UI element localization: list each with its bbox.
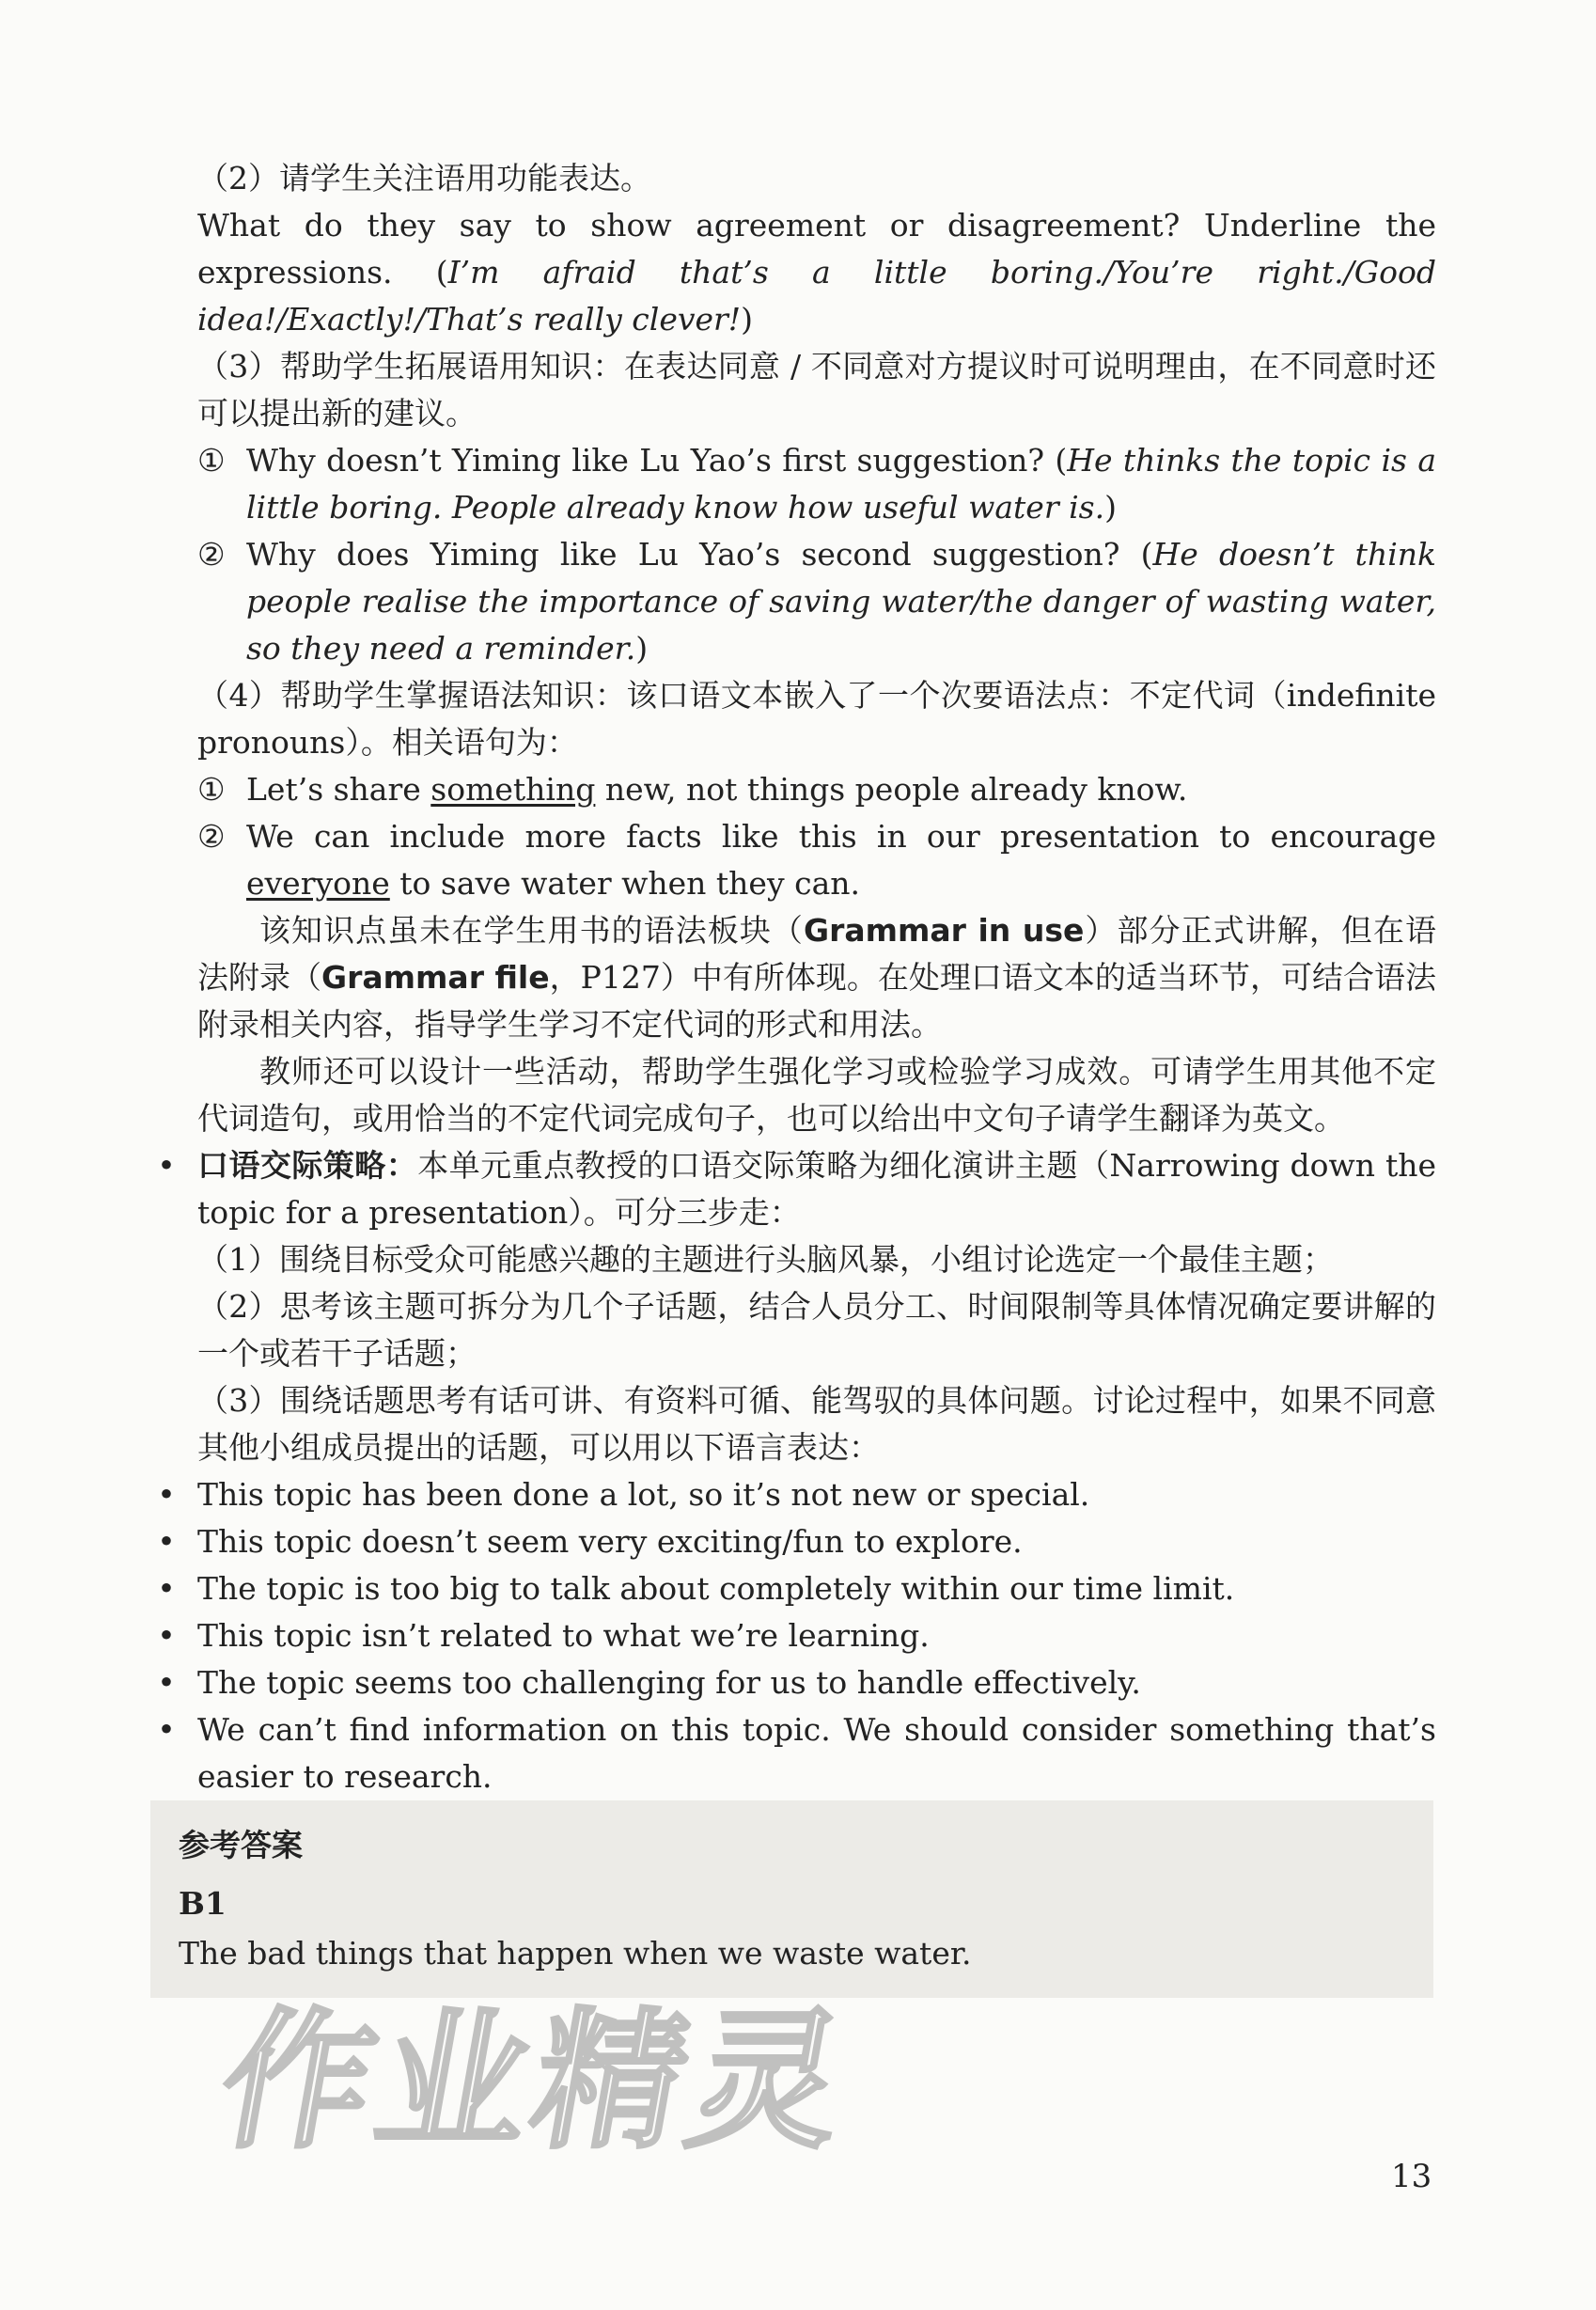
strategy-label: 口语交际策略： [197, 1147, 418, 1184]
strategy-step-1: （1）围绕目标受众可能感兴趣的主题进行头脑风暴，小组讨论选定一个最佳主题； [197, 1241, 1334, 1278]
item-question: Why does Yiming like Lu Yao’s second suggestion? ( [246, 536, 1153, 573]
expression-item [157, 1518, 1436, 1565]
section4-item-2 [197, 813, 1436, 907]
expression-text: This topic has been done a lot, so it’s not new or special. [197, 1476, 1090, 1513]
para-text: ）部分正式讲解，但在语法附录（ [197, 912, 1437, 996]
item-answer: He doesn’t think people realise the importance of saving water/the danger of wasting water, so they need a reminder. [246, 536, 1436, 667]
page-number: 13 [1391, 2158, 1432, 2195]
underlined-pronoun: something [430, 771, 596, 808]
expression-item [157, 1565, 1436, 1612]
section4-item-1 [197, 766, 1436, 813]
question-text: What do they say to show agreement or disagreement? Underline the expressions. ( [197, 207, 1436, 291]
bullet-dot: • [157, 1617, 176, 1654]
close-paren: ) [741, 301, 753, 338]
grammar-file: Grammar file [321, 959, 550, 996]
answer-title: 参考答案 [179, 1827, 303, 1863]
close-paren: ) [1104, 489, 1117, 526]
activity-paragraph: 教师还可以设计一些活动，帮助学生强化学习或检验学习成效。可请学生用其他不定代词造句，或用恰当的不定代词完成句子，也可以给出中文句子请学生翻译为英文。 [197, 1053, 1436, 1137]
expression-item [157, 1612, 1436, 1659]
item-marker: ① [197, 771, 226, 808]
expression-text: The topic is too big to talk about completely within our time limit. [197, 1570, 1235, 1607]
sentence-post: new, not things people already know. [595, 771, 1188, 808]
sentence-pre: We can include more facts like this in our presentation to encourage [246, 818, 1436, 855]
grammar-in-use: Grammar in use [804, 912, 1085, 949]
sentence-post: to save water when they can. [389, 865, 860, 902]
expression-item [157, 1659, 1436, 1706]
expression-text: The topic seems too challenging for us to handle effectively. [197, 1664, 1141, 1701]
bullet-dot: • [157, 1664, 176, 1701]
section3-item-2 [197, 531, 1436, 672]
item-body [246, 766, 1436, 813]
expression-text: This topic doesn’t seem very exciting/fun to explore. [197, 1523, 1023, 1560]
section2-question [197, 202, 1436, 343]
bullet-dot: • [157, 1711, 176, 1748]
answer-text: The bad things that happen when we waste water. [179, 1935, 972, 1972]
para-text: 该知识点虽未在学生用书的语法板块（ [259, 912, 804, 949]
grammar-note-paragraph [197, 907, 1436, 1048]
item-marker: ① [197, 442, 226, 479]
content [157, 155, 1437, 1800]
bullet-dot: • [157, 1476, 176, 1513]
watermark: 作业精灵 [208, 1993, 864, 2169]
item-body [246, 437, 1436, 531]
item-body [246, 531, 1436, 672]
item-question: Why doesn’t Yiming like Lu Yao’s first suggestion? ( [246, 442, 1068, 479]
expression-text: This topic isn’t related to what we’re learning. [197, 1617, 930, 1654]
strategy-body [197, 1142, 1436, 1236]
strategy-bullet [157, 1142, 1437, 1236]
underlined-pronoun: everyone [246, 865, 390, 902]
item-answer: He thinks the topic is a little boring. People already know how useful water is. [246, 442, 1436, 526]
expression-item [157, 1471, 1436, 1518]
expression-item [157, 1706, 1436, 1800]
close-paren: ) [635, 630, 649, 667]
section3-title: （3）帮助学生拓展语用知识：在表达同意 / 不同意对方提议时可说明理由，在不同意时还可以提出新的建议。 [197, 348, 1436, 432]
strategy-text: 本单元重点教授的口语交际策略为细化演讲主题（Narrowing down the topic for a presentation）。可分三步走： [197, 1147, 1437, 1231]
section2-title: （2）请学生关注语用功能表达。 [197, 160, 651, 196]
bullet-dot: • [157, 1570, 176, 1607]
item-body [246, 813, 1436, 907]
section4-title: （4）帮助学生掌握语法知识：该口语文本嵌入了一个次要语法点：不定代词（indefinite pronouns）。相关语句为： [197, 677, 1436, 761]
bullet-dot: • [157, 1523, 176, 1560]
item-marker: ② [197, 536, 226, 573]
sentence-pre: Let’s share [246, 771, 431, 808]
section3-item-1 [197, 437, 1436, 531]
expression-text: We can’t find information on this topic. We should consider something that’s easier to research. [197, 1711, 1436, 1795]
strategy-step-2: （2）思考该主题可拆分为几个子话题，结合人员分工、时间限制等具体情况确定要讲解的一个或若干子话题； [197, 1288, 1436, 1372]
strategy-step-3: （3）围绕话题思考有话可讲、有资料可循、能驾驭的具体问题。讨论过程中，如果不同意其他小组成员提出的话题，可以用以下语言表达： [197, 1382, 1436, 1466]
item-marker: ② [197, 818, 226, 855]
answer-label: B1 [179, 1885, 227, 1922]
bullet-dot: • [157, 1147, 176, 1184]
answer-italic: I’m afraid that’s a little boring./You’re right./Good idea!/Exactly!/That’s really clever! [197, 254, 1436, 338]
para-text: ，P127）中有所体现。在处理口语文本的适当环节，可结合语法附录相关内容，指导学生学习不定代词的形式和用法。 [197, 959, 1436, 1043]
